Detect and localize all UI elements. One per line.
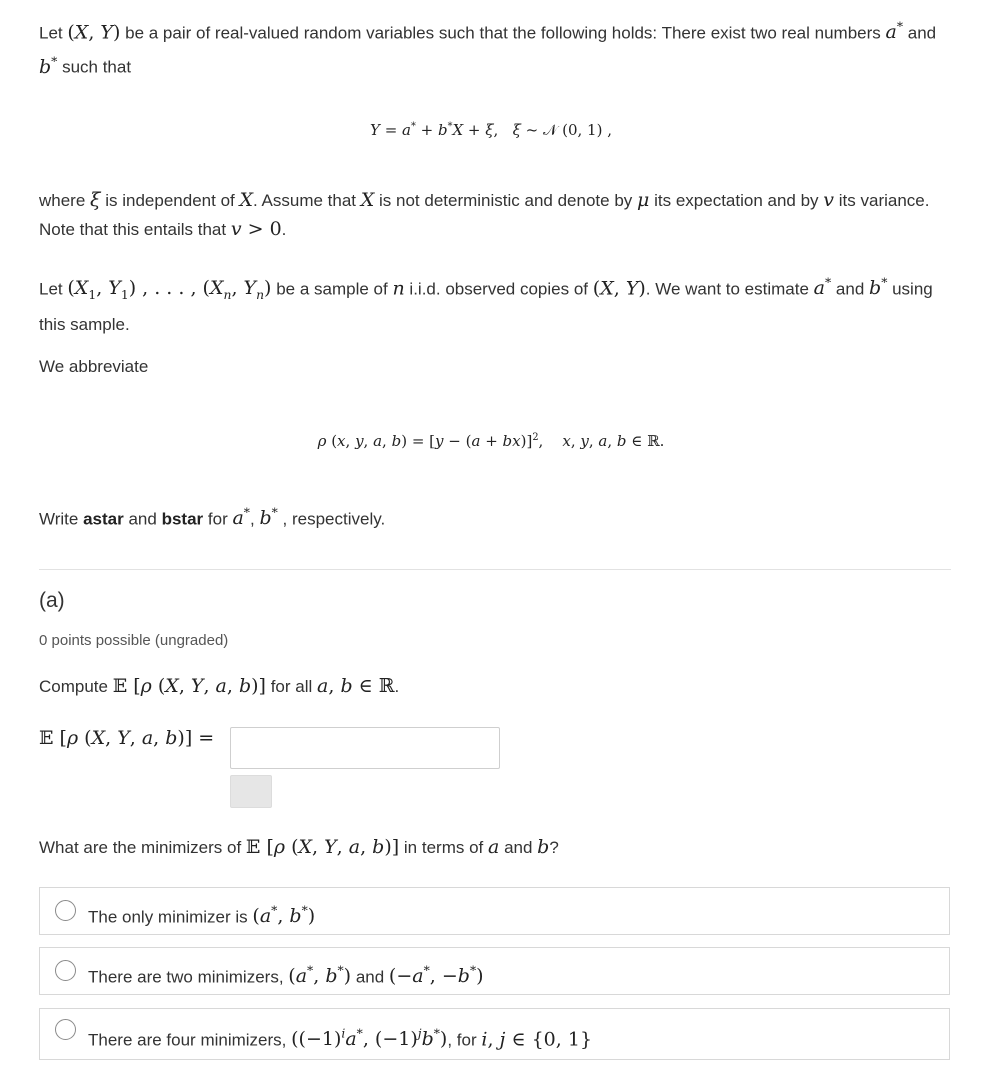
section-divider: [39, 569, 951, 570]
intro-paragraph-1: Let (X, Y) be a pair of real-valued random variables such that the following holds: There exist two real numbers a* and b* such that: [39, 20, 937, 78]
intro-paragraph-4: We abbreviate: [39, 357, 149, 376]
choice-two-minimizers[interactable]: There are two minimizers, (a*, b*) and (−a*, −b*): [39, 947, 950, 995]
answer-input[interactable]: [230, 727, 500, 769]
model-equation: Y = a* + b*X + ξ, ξ ~ 𝒩 (0, 1) ,: [370, 121, 612, 139]
points-possible: 0 points possible (ungraded): [39, 632, 229, 649]
question-title: (a): [39, 589, 65, 612]
math-preview: [230, 775, 272, 808]
radio-button[interactable]: [55, 1019, 76, 1040]
choice-one-minimizer[interactable]: The only minimizer is (a*, b*): [39, 887, 950, 935]
math-xy: (X, Y): [67, 21, 121, 44]
radio-button[interactable]: [55, 960, 76, 981]
rho-definition: ρ (x, y, a, $b) = [y - (a + bx)]^2$, x, y, a, b ∈ ℝ.: [317, 432, 665, 450]
choice-four-minimizers[interactable]: There are four minimizers, ($(-1)^ia^*$, $(-1)^jb^*$), for i, j ∈ {0, 1}: [39, 1008, 950, 1060]
answer-label: 𝔼 [ρ (X, Y, a, b)] =: [39, 727, 215, 749]
math-sample: ($X_1$, $Y_1$) , . . . , ($X_n$, $Y_n$): [67, 277, 272, 303]
math-bstar: b*: [39, 54, 58, 78]
intro-paragraph-5: Write astar and bstar for a*, b* , respectively.: [39, 506, 386, 530]
math-astar: a*: [885, 20, 904, 44]
intro-paragraph-2: where ξ is independent of X. Assume that X is not deterministic and denote by μ its expectation and by v its variance. Note that this entails that v > 0.: [39, 189, 930, 240]
minimizers-prompt: What are the minimizers of 𝔼 [ρ (X, Y, a, b)] in terms of a and b?: [39, 836, 559, 858]
compute-prompt: Compute 𝔼 [ρ (X, Y, a, b)] for all a, b ∈ ℝ.: [39, 675, 400, 697]
intro-paragraph-3: Let ($X_1$, $Y_1$) , . . . , ($X_n$, $Y_n$) be a sample of n i.i.d. observed copies of (X, Y). We want to estimate a* and b* using this sample.: [39, 276, 933, 335]
radio-button[interactable]: [55, 900, 76, 921]
